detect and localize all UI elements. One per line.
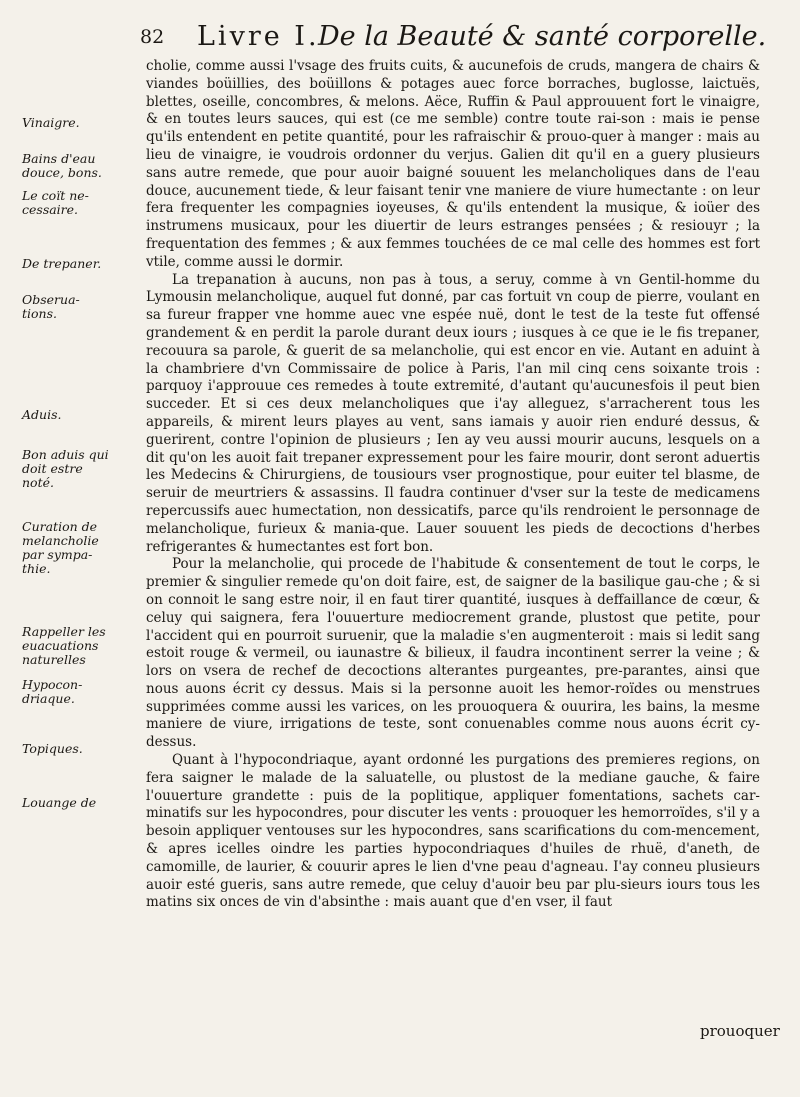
margin-note-louange: Louange de — [22, 795, 97, 810]
paragraph: cholie, comme aussi l'vsage des fruits cuits, & aucunefois de cruds, mangera de chairs & viandes boüillies, des boüillons & potages auec force borraches, buglosse, laictuës, blettes, oseille, concombres, & melons. Aëce, Ruffin & Paul approuuent fort le vinaigre, & en toutes leurs sauces, qui est (ce me semble) contre toute rai-son : mais ie pense qu'ils entendent en petite quantité, pour les rafraischir & prouo-quer à manger : mais au lieu de vinaigre, ie voudrois ordonner du verjus. Galien dit qu'il en a guery plusieurs sans autre remede, que pour auoir baigné souuent les melancholiques dans de l'eau douce, aucunement tiede, & leur faisant tenir vne maniere de viure humectante : on leur fera frequenter les compagnies ioyeuses, & qu'ils entendent la musique, & ioüer des instrumens musicaux, pour les diuertir de leurs estranges pensées ; & resiouyr ; la frequentation des femmes ; & aux femmes touchées de ce mal celle des hommes est fort vtile, comme aussi le dormir. — [146, 58, 760, 270]
margin-note-vinaigre: Vinaigre. — [22, 115, 80, 130]
margin-note-aduis: Aduis. — [22, 407, 62, 422]
margin-note-curation: Curation de melancholie par sympa-thie. — [22, 519, 99, 576]
paragraph: Quant à l'hypocondriaque, ayant ordonné les purgations des premieres regions, on fera saigner le malade de la saluatelle, ou plustost de la mediane gauche, & faire l'ouuerture grandette : puis de la poplitique, appliquer fomentations, sachets car-minatifs sur les hypocondres, pour discuter les vents : prouoquer les hemorroïdes, s'il y a besoin appliquer ventouses sur les hypocondres, sans scarifications du com-mencement, & apres icelles oindre les parties hypocondriaques d'huiles de rhuë, d'aneth, de camomille, de laurier, & couurir apres le lien d'vne peau d'agneau. I'ay conneu plusieurs auoir esté gueris, sans autre remede, que celuy d'auoir beu par plu-sieurs iours tous les matins six onces de vin d'absinthe : mais auant que d'en vser, il faut — [146, 752, 760, 911]
margin-note-trepaner: De trepaner. — [22, 256, 102, 271]
margin-note-observations: Obserua-tions. — [22, 292, 80, 321]
margin-note-euacuations: Rappeller les euacuations naturelles — [22, 624, 106, 667]
margin-note-coit: Le coït ne-cessaire. — [22, 188, 89, 217]
paragraph: La trepanation à aucuns, non pas à tous, a seruy, comme à vn Gentil-homme du Lymousin melancholique, auquel fut donné, par cas fortuit vn coup de pierre, voulant en sa fureur frapper vne homme auec vne espée nuë, dont le test de la teste fut offensé grandement & en perdit la parole durant deux iours ; iusques à ce que ie le fis trepaner, recouura sa parole, & guerit de sa melancholie, qui est encor en vie. Autant en aduint à la chambriere d'vn Commissaire de police à Paris, l'an mil cinq cens soixante trois : parquoy i'approuue ces remedes à toute extremité, d'autant qu'aucunesfois il peut bien succeder. Et si ces deux melancholiques que i'ay alleguez, s'arracherent tous les appareils, & mirent leurs playes au vent, sans iamais y auoir rien enduré dessus, & guerirent, contre l'opinion de plusieurs ; Ien ay veu aussi mourir aucuns, lesquels on a dit qu'on les auoit fait trepaner expressement pour les faire mourir, dont seront aduertis les Medecins & Chirurgiens, de tousiours vser prognostique, pour euiter tel blasme, de seruir de meurtriers & assassins. Il faudra continuer d'vser sur la teste de medicamens repercussifs auec humectation, non dessicatifs, parce qu'ils rendroient le personnage de melancholique, furieux & mania-que. Lauer souuent les pieds de decoctions d'herbes refrigerantes & humectantes est fort bon. — [146, 271, 760, 555]
running-header — [140, 18, 767, 58]
margin-note-bon-aduis: Bon aduis qui doit estre noté. — [22, 447, 109, 490]
margin-note-hypocondriaque: Hypocon-driaque. — [22, 677, 83, 706]
paragraph: Pour la melancholie, qui procede de l'habitude & consentement de tout le corps, le premier & singulier remede qu'on doit faire, est, de saigner de la basilique gau-che ; & si on connoit le sang estre noir, il en faut tirer quantité, iusques à deffaillance de cœur, & celuy qui saignera, fera l'ouuerture mediocrement grande, plustost que petite, pour l'accident qui en pourroit suruenir, que la maladie s'en augmenteroit : mais si ledit sang estoit rouge & vermeil, ou iaunastre & bilieux, il faudra incontinent serrer la veine ; & lors on vsera de rechef de decoctions alterantes purgeantes, pre-parantes, ainsi que nous auons écrit cy dessus. Mais si la personne auoit les hemor-roïdes ou menstrues supprimées comme aussi les varices, on les prouoquera & ouurira, les bains, la mesme maniere de viure, irrigations de teste, sont conuenables comme nous auons écrit cy-dessus. — [146, 556, 760, 751]
catchword: prouoquer — [700, 1022, 780, 1040]
page-number: 82 — [140, 26, 165, 48]
margin-note-topiques: Topiques. — [22, 741, 83, 756]
book-label: Livre I. — [197, 21, 320, 52]
body-text — [146, 58, 760, 912]
margin-note-bains: Bains d'eau douce, bons. — [22, 151, 102, 180]
running-title: De la Beauté & santé corporelle. — [318, 21, 767, 52]
